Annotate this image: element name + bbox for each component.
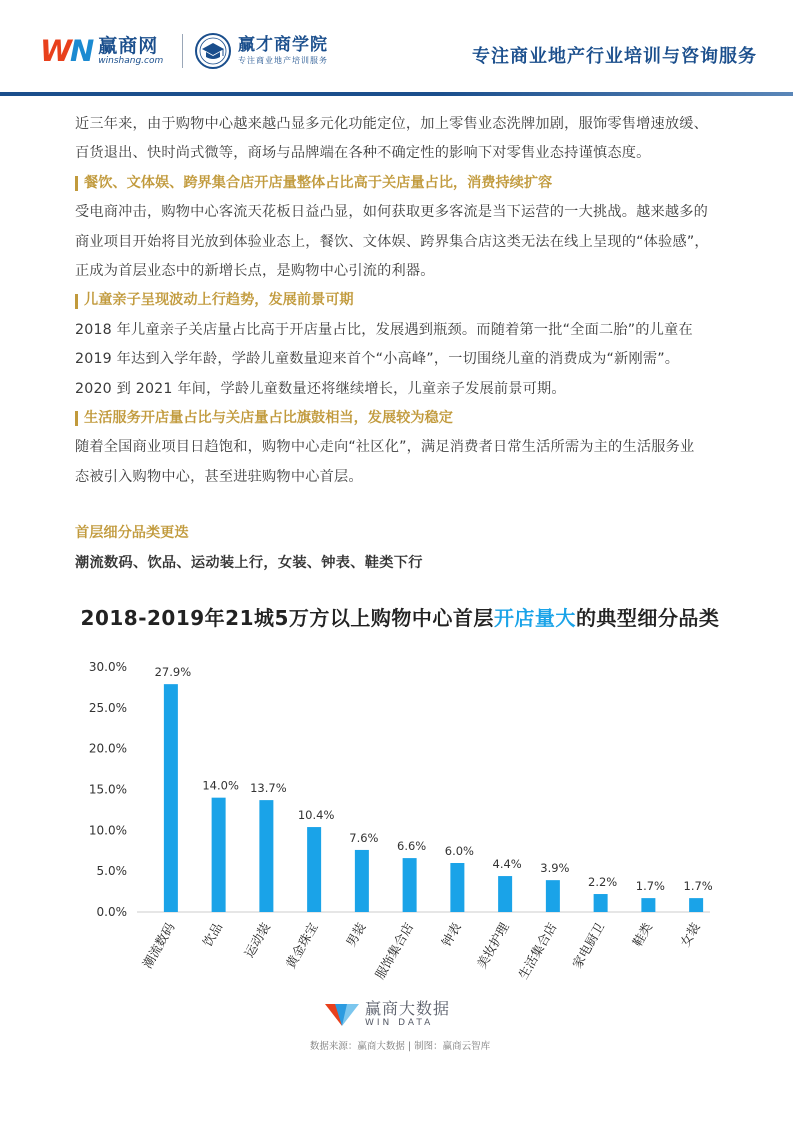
bar-9 <box>546 880 560 912</box>
x-category-label: 女装 <box>677 920 703 950</box>
bar-7 <box>450 863 464 912</box>
subheading-marker <box>75 176 78 191</box>
x-category-label: 潮流数码 <box>139 920 178 971</box>
bar-value-label: 14.0% <box>202 778 239 793</box>
windata-logo-icon <box>325 1002 359 1028</box>
x-category-label: 男装 <box>342 920 369 950</box>
bar-4 <box>307 827 321 912</box>
logo-domain: winshang.com <box>98 55 164 66</box>
bar-1 <box>164 684 178 912</box>
bar-value-label: 13.7% <box>250 781 287 796</box>
school-tagline: 专注商业地产培训服务 <box>238 56 328 65</box>
paragraph-line: 2018 年儿童亲子关店量占比高于开店量占比，发展遇到瓶颈。而随着第一批“全面二胎”的儿童在 <box>75 321 693 338</box>
y-tick-label: 25.0% <box>88 700 127 715</box>
bar-value-label: 1.7% <box>683 879 713 894</box>
windata-name-en: WIN DATA <box>365 1018 434 1028</box>
y-tick-label: 15.0% <box>88 782 127 797</box>
subheading-marker <box>75 294 78 309</box>
x-category-label: 美妆护理 <box>473 920 512 971</box>
x-category-label: 运动装 <box>241 920 273 960</box>
section-title: 首层细分品类更迭 <box>75 525 189 541</box>
y-tick-label: 10.0% <box>88 823 127 838</box>
school-name: 赢才商学院 <box>238 35 328 55</box>
bar-value-label: 6.6% <box>397 839 427 854</box>
page-header <box>0 0 793 98</box>
bar-value-label: 6.0% <box>444 844 474 858</box>
x-category-label: 生活集合店 <box>515 920 560 982</box>
windata-name: 赢商大数据 <box>365 999 451 1018</box>
bar-value-label: 3.9% <box>540 861 570 876</box>
header-slogan: 专注商业地产行业培训与咨询服务 <box>472 46 757 67</box>
article-body <box>75 110 725 492</box>
bar-value-label: 1.7% <box>635 879 665 894</box>
logo-divider <box>182 34 183 68</box>
paragraph-line: 2020 到 2021 年间，学龄儿童数量还将继续增长，儿童亲子发展前景可期。 <box>75 380 566 397</box>
subheading-catering: 餐饮、文体娱、跨界集合店开店量整体占比高于关店量占比，消费持续扩容 <box>75 169 725 198</box>
x-category-label: 鞋类 <box>629 920 655 950</box>
bar-3 <box>259 800 273 912</box>
bar-value-label: 10.4% <box>297 808 335 823</box>
paragraph-line: 态被引入购物中心，甚至进驻购物中心首层。 <box>75 468 363 485</box>
windata-logo <box>325 1000 450 1029</box>
subheading-marker <box>75 411 78 426</box>
paragraph-line: 受电商冲击，购物中心客流天花板日益凸显，如何获取更多客流是当下运营的一大挑战。越来越多的 <box>75 204 709 221</box>
subheading-life-service: 生活服务开店量占比与关店量占比旗鼓相当，发展较为稳定 <box>75 404 725 433</box>
x-category-label: 黄金珠宝 <box>282 920 321 971</box>
chart-source: 数据来源：赢商大数据 | 制图：赢商云智库 <box>309 1041 491 1052</box>
section-subtitle: 潮流数码、饮品、运动装上行，女装、钟表、鞋类下行 <box>75 555 423 571</box>
bar-value-label: 2.2% <box>588 875 618 890</box>
bar-value-label: 7.6% <box>349 830 379 845</box>
paragraph-line: 2019 年达到入学年龄，学龄儿童数量迎来首个“小高峰”，一切围绕儿童的消费成为“新刚需”。 <box>75 351 680 368</box>
bar-11 <box>641 898 655 912</box>
bar-6 <box>403 858 417 912</box>
y-tick-label: 0.0% <box>96 905 127 919</box>
x-category-label: 饮品 <box>199 920 226 950</box>
header-divider <box>0 92 793 96</box>
bar-value-label: 27.9% <box>154 665 192 680</box>
chart-canvas <box>75 592 725 1062</box>
wn-logo-mark: WN <box>40 34 93 68</box>
y-tick-label: 20.0% <box>88 741 127 756</box>
x-category-label: 钟表 <box>438 920 464 950</box>
chart-title: 2018-2019年21城5万方以上购物中心首层开店量大的典型细分品类 <box>80 606 720 630</box>
bar-5 <box>355 850 369 912</box>
x-category-label: 家电厨卫 <box>569 920 608 971</box>
paragraph-line: 百货退出、快时尚式微等，商场与品牌端在各种不确定性的影响下对零售业态持谨慎态度。 <box>75 145 651 162</box>
subheading-children: 儿童亲子呈现波动上行趋势，发展前景可期 <box>75 286 725 315</box>
paragraph-line: 随着全国商业项目日趋饱和，购物中心走向“社区化”，满足消费者日常生活所需为主的生活服务业 <box>75 439 695 456</box>
bar-8 <box>498 876 512 912</box>
paragraph-line: 正成为首层业态中的新增长点，是购物中心引流的利器。 <box>75 263 435 280</box>
school-logo[interactable] <box>194 32 328 70</box>
logo-name-cn: 赢商网 <box>98 34 159 57</box>
graduation-cap-badge-icon <box>194 32 232 70</box>
x-category-label: 服饰集合店 <box>371 920 417 982</box>
bar-2 <box>212 798 226 912</box>
paragraph-line: 近三年来，由于购物中心越来越凸显多元化功能定位，加上零售业态洗牌加剧，服饰零售增速放缓、 <box>75 116 709 132</box>
paragraph-line: 商业项目开始将目光放到体验业态上，餐饮、文体娱、跨界集合店这类无法在线上呈现的“体验感”， <box>75 233 709 250</box>
bar-value-label: 4.4% <box>492 857 522 872</box>
y-tick-label: 30.0% <box>88 660 127 674</box>
bar-10 <box>594 894 608 912</box>
bar-12 <box>689 898 703 912</box>
winshang-logo[interactable] <box>40 34 163 68</box>
y-tick-label: 5.0% <box>96 864 127 879</box>
bar-chart <box>75 592 725 1062</box>
